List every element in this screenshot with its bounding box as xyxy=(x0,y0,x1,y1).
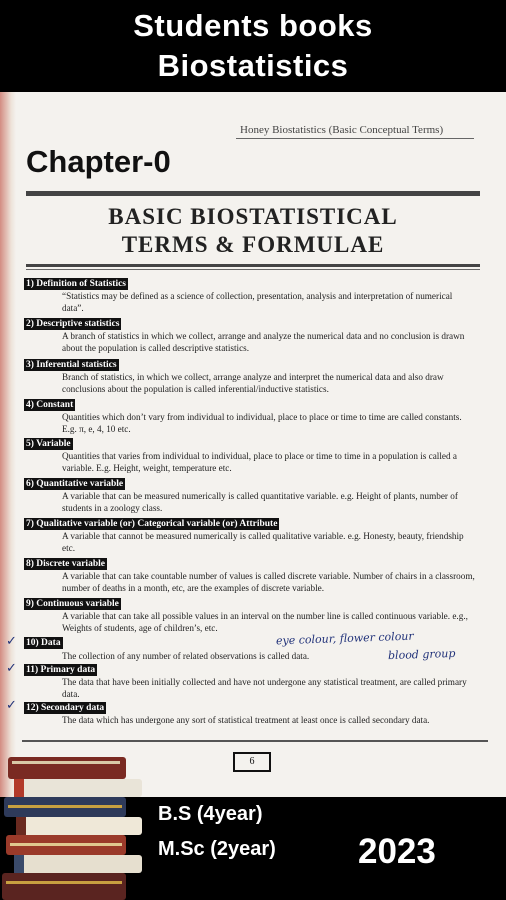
chapter-rule xyxy=(26,191,480,196)
check-mark-icon: ✓ xyxy=(6,634,17,649)
section-heading: 1) Definition of Statistics xyxy=(26,279,127,289)
section-text: A variable that cannot be measured numerically is called qualitative variable. e.g. Honesty, beauty, friendship etc. xyxy=(62,531,464,553)
page-edge xyxy=(0,92,16,797)
section-text: Branch of statistics, in which we collect, arrange analyze and interpret the numerical data and also draw conclusions about the population is called inferential/inductive statistics. xyxy=(62,372,444,394)
page-title-line1: BASIC BIOSTATISTICAL xyxy=(108,204,398,229)
page-number: 6 xyxy=(233,752,271,772)
page-title-line2: TERMS & FORMULAE xyxy=(121,232,385,257)
section-text: The data which has undergone any sort of statistical treatment at least once is called secondary data. xyxy=(62,715,430,725)
section-text: A variable that can take countable number of values is called discrete variable. Number of chairs in a classroom, number of deaths in a month, etc, are the examples of discrete variable. xyxy=(62,571,475,593)
running-head: Honey Biostatistics (Basic Conceptual Terms) xyxy=(240,124,444,136)
section-text: Quantities which don’t vary from individual to individual, place to place or time to time are called constants. E.g. π, e, 4, 10 etc. xyxy=(62,412,462,434)
section-heading: 6) Quantitative variable xyxy=(26,479,124,489)
section-heading: 9) Continuous variable xyxy=(26,599,119,609)
section-heading: 11) Primary data xyxy=(26,665,96,675)
footer-program-bs: B.S (4year) xyxy=(158,803,263,825)
bottom-rule xyxy=(22,740,488,742)
title-rule-thin xyxy=(26,269,480,270)
section-text: A branch of statistics in which we collect, arrange and analyze the numerical data and no conclusion is drawn about the population is called descriptive statistics. xyxy=(62,331,465,353)
top-banner xyxy=(0,0,506,92)
section-text: A variable that can be measured numerically is called quantitative variable. e.g. Height of plants, number of students in a zoology class. xyxy=(62,491,458,513)
book-page xyxy=(0,92,506,797)
running-head-rule xyxy=(236,138,474,139)
footer-year: 2023 xyxy=(358,832,436,871)
handwritten-note: eye colour, flower colour xyxy=(275,629,414,648)
section-text: Quantities that varies from individual to individual, place to place or time to time in a population is called a variable. E.g. Height, weight, temperature etc. xyxy=(62,451,457,473)
section-heading: 5) Variable xyxy=(26,439,71,449)
footer-program-msc: M.Sc (2year) xyxy=(158,838,276,860)
title-rule xyxy=(26,264,480,267)
chapter-heading: Chapter-0 xyxy=(26,144,171,179)
section-heading: 2) Descriptive statistics xyxy=(26,319,120,329)
section-heading: 4) Constant xyxy=(26,400,74,410)
section-text: The data that have been initially collected and have not undergone any statistical treatment, are called primary data. xyxy=(62,677,467,699)
section-heading: 10) Data xyxy=(26,638,61,648)
section-text: The collection of any number of related observations is called data. xyxy=(62,651,310,661)
section-heading: 8) Discrete variable xyxy=(26,559,105,569)
check-mark-icon: ✓ xyxy=(6,661,17,676)
section-heading: 7) Qualitative variable (or) Categorical variable (or) Attribute xyxy=(26,519,278,529)
banner-title-line1: Students books xyxy=(133,8,373,43)
banner-title-line2: Biostatistics xyxy=(157,48,349,83)
section-heading: 3) Inferential statistics xyxy=(26,360,117,370)
section-heading: 12) Secondary data xyxy=(26,703,105,713)
section-text: “Statistics may be defined as a science of collection, presentation, analysis and interpretation of numerical data”. xyxy=(62,291,453,313)
book-stack-icon xyxy=(0,755,150,900)
section-text: A variable that can take all possible values in an interval on the number line is called continuous variable. e.g., Weights of students, age of children’s, etc. xyxy=(62,611,468,633)
check-mark-icon: ✓ xyxy=(6,698,17,713)
handwritten-note: blood group xyxy=(387,646,456,663)
